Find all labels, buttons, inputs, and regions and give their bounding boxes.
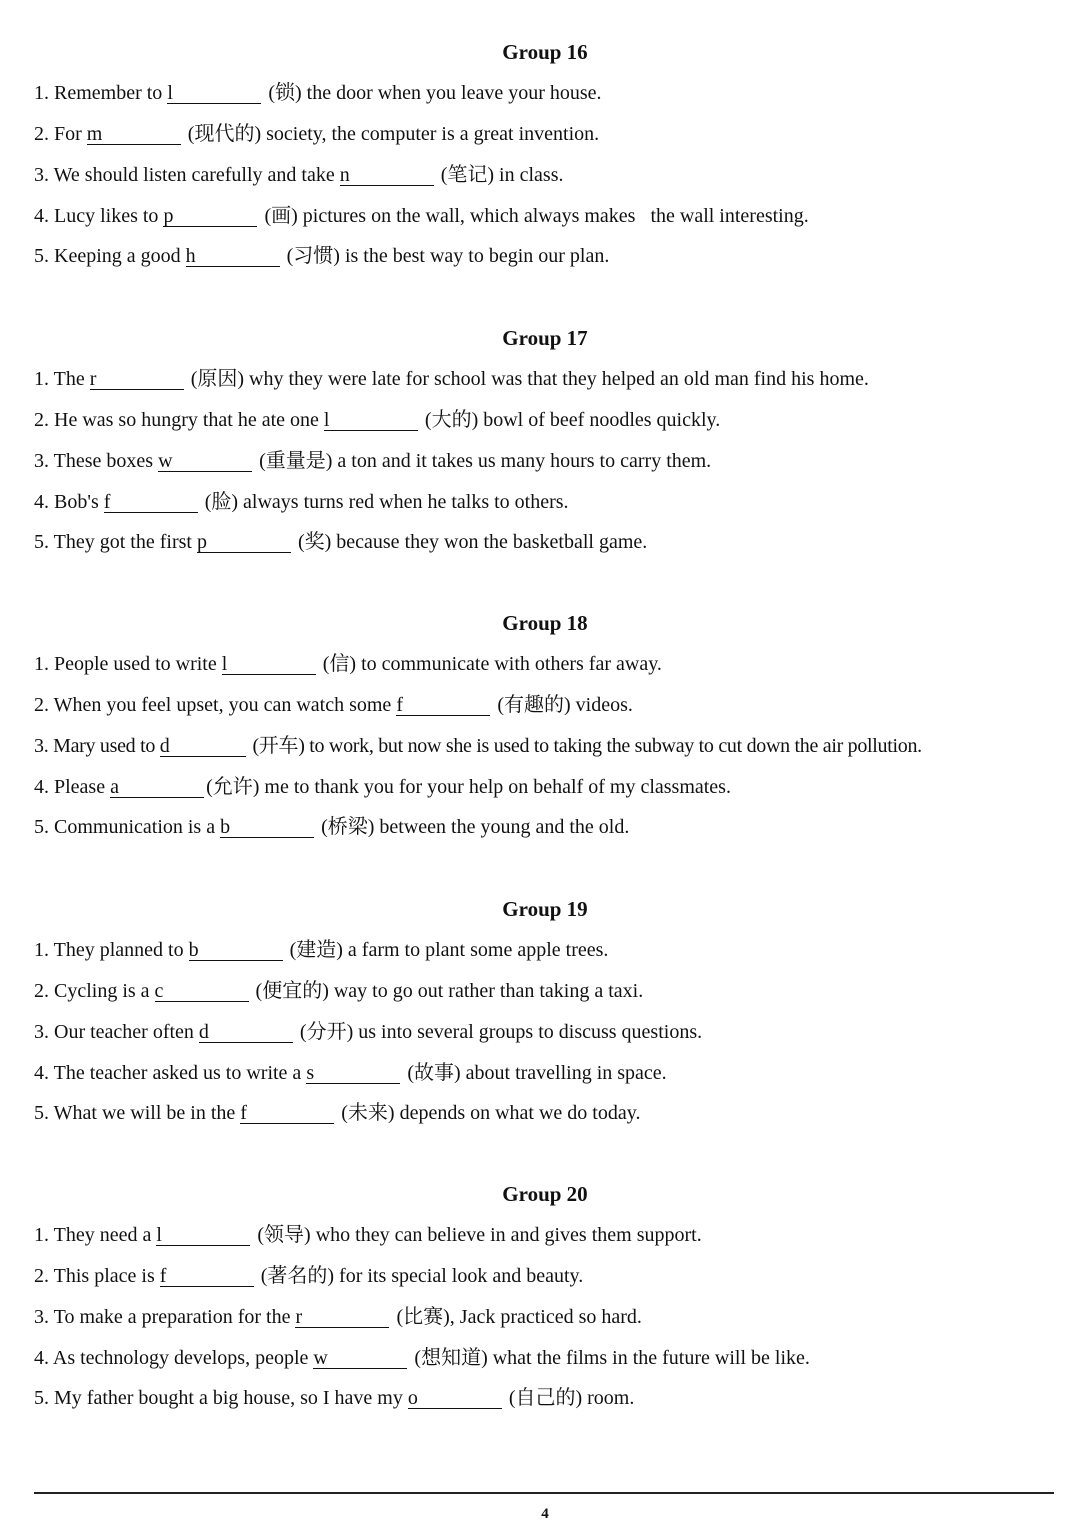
hint-letter: b <box>188 939 199 961</box>
item-text: 5. They got the first <box>34 531 197 553</box>
exercise-item <box>34 814 629 840</box>
exercise-item <box>34 978 643 1004</box>
answer-blank[interactable] <box>396 695 490 716</box>
answer-blank[interactable] <box>189 940 283 961</box>
answer-blank[interactable] <box>408 1388 502 1409</box>
item-text: (习惯) is the best way to begin our plan. <box>281 245 610 267</box>
item-text: 2. He was so hungry that he ate one <box>34 409 324 431</box>
item-text: 3. Mary used to <box>34 735 160 757</box>
item-text: (原因) why they were late for school was that they helped an old man find his home. <box>185 368 869 390</box>
hint-letter: d <box>159 735 170 757</box>
answer-blank[interactable] <box>340 165 434 186</box>
hint-letter: r <box>295 1306 303 1328</box>
answer-blank[interactable] <box>160 1266 254 1287</box>
item-text: (未来) depends on what we do today. <box>336 1102 641 1124</box>
answer-blank[interactable] <box>155 981 249 1002</box>
item-text: 4. Lucy likes to <box>34 205 164 227</box>
item-text: (开车) to work, but now she is used to taking the subway to cut down the air pollution. <box>247 735 922 757</box>
group-title: Group 19 <box>502 897 588 921</box>
exercise-item <box>34 1263 583 1289</box>
exercise-item <box>34 121 599 147</box>
item-text: (大的) bowl of beef noodles quickly. <box>419 409 721 431</box>
exercise-item <box>34 162 563 188</box>
hint-letter: o <box>407 1387 418 1409</box>
answer-blank[interactable] <box>87 124 181 145</box>
exercise-item <box>34 489 569 515</box>
item-text: 4. Please <box>34 776 111 798</box>
answer-blank[interactable] <box>167 83 261 104</box>
page-number: 4 <box>541 1506 549 1522</box>
exercise-item <box>34 407 720 433</box>
exercise-item <box>34 366 869 392</box>
hint-letter: w <box>313 1347 328 1369</box>
hint-letter: p <box>196 531 207 553</box>
exercise-item <box>34 448 711 474</box>
item-text: 3. To make a preparation for the <box>34 1306 296 1328</box>
item-text: 1. The <box>34 368 90 390</box>
item-text: (奖) because they won the basketball game. <box>292 531 648 553</box>
group-title: Group 17 <box>502 326 588 350</box>
item-text: (领导) who they can believe in and gives them support. <box>252 1224 702 1246</box>
exercise-item <box>34 243 609 269</box>
hint-letter: a <box>110 776 119 798</box>
item-text: (便宜的) way to go out rather than taking a taxi. <box>250 980 644 1002</box>
answer-blank[interactable] <box>220 817 314 838</box>
group-title: Group 16 <box>502 40 588 64</box>
hint-letter: l <box>323 409 330 431</box>
item-text: 5. Communication is a <box>34 816 221 838</box>
exercise-item <box>34 1385 634 1411</box>
hint-letter: m <box>86 123 103 145</box>
item-text: 4. As technology develops, people <box>34 1347 314 1369</box>
hint-letter: s <box>306 1062 315 1084</box>
item-text: (想知道) what the films in the future will be like. <box>409 1347 810 1369</box>
answer-blank[interactable] <box>306 1063 400 1084</box>
exercise-item <box>34 733 922 759</box>
item-text: 4. Bob's <box>34 491 104 513</box>
item-text: (笔记) in class. <box>435 164 564 186</box>
item-text: 3. Our teacher often <box>34 1021 199 1043</box>
hint-letter: f <box>396 694 403 716</box>
exercise-item <box>34 1060 667 1086</box>
answer-blank[interactable] <box>110 777 204 798</box>
item-text: (分开) us into several groups to discuss questions. <box>294 1021 703 1043</box>
answer-blank[interactable] <box>240 1103 334 1124</box>
item-text: (画) pictures on the wall, which always makes the wall interesting. <box>259 205 809 227</box>
item-text: 4. The teacher asked us to write a <box>34 1062 307 1084</box>
answer-blank[interactable] <box>295 1307 389 1328</box>
item-text: (故事) about travelling in space. <box>402 1062 667 1084</box>
hint-letter: r <box>89 368 97 390</box>
item-text: (脸) always turns red when he talks to others. <box>199 491 569 513</box>
exercise-item <box>34 1222 702 1248</box>
exercise-item <box>34 529 647 555</box>
answer-blank[interactable] <box>199 1022 293 1043</box>
item-text: (允许) me to thank you for your help on behalf of my classmates. <box>206 776 731 798</box>
hint-letter: l <box>221 653 228 675</box>
exercise-item <box>34 203 809 229</box>
item-text: 3. We should listen carefully and take <box>34 164 340 186</box>
item-text: 3. These boxes <box>34 450 159 472</box>
answer-blank[interactable] <box>160 736 246 757</box>
exercise-item <box>34 1304 642 1330</box>
hint-letter: l <box>156 1224 162 1246</box>
exercise-item <box>34 937 608 963</box>
item-text: (锁) the door when you leave your house. <box>263 82 602 104</box>
exercise-item <box>34 80 602 106</box>
item-text: 5. Keeping a good <box>34 245 186 267</box>
exercise-item <box>34 774 731 800</box>
hint-letter: f <box>103 491 111 513</box>
exercise-item <box>34 651 662 677</box>
item-text: (有趣的) videos. <box>492 694 633 716</box>
item-text: (现代的) society, the computer is a great invention. <box>182 123 600 145</box>
answer-blank[interactable] <box>90 369 184 390</box>
item-text: 5. What we will be in the <box>34 1102 241 1124</box>
exercise-item <box>34 1100 640 1126</box>
exercise-item <box>34 1345 810 1371</box>
item-text: (信) to communicate with others far away. <box>317 653 662 675</box>
item-text: 2. This place is <box>34 1265 160 1287</box>
answer-blank[interactable] <box>163 206 257 227</box>
answer-blank[interactable] <box>222 654 316 675</box>
item-text: 1. They planned to <box>34 939 189 961</box>
item-text: (著名的) for its special look and beauty. <box>255 1265 584 1287</box>
item-text: (建造) a farm to plant some apple trees. <box>284 939 609 961</box>
group-title: Group 18 <box>502 611 588 635</box>
hint-letter: h <box>185 245 196 267</box>
answer-blank[interactable] <box>158 451 252 472</box>
item-text: (重量是) a ton and it takes us many hours to carry them. <box>254 450 712 472</box>
hint-letter: p <box>163 205 174 227</box>
hint-letter: l <box>167 82 173 104</box>
answer-blank[interactable] <box>313 1348 407 1369</box>
item-text: 1. People used to write <box>34 653 222 675</box>
hint-letter: f <box>159 1265 167 1287</box>
hint-letter: b <box>220 816 231 838</box>
exercise-item <box>34 1019 702 1045</box>
answer-blank[interactable] <box>186 246 280 267</box>
group-title: Group 20 <box>502 1182 588 1206</box>
hint-letter: d <box>198 1021 209 1043</box>
hint-letter: f <box>240 1102 247 1124</box>
answer-blank[interactable] <box>156 1225 250 1246</box>
exercise-item <box>34 692 633 718</box>
item-text: 2. Cycling is a <box>34 980 155 1002</box>
hint-letter: n <box>339 164 350 186</box>
item-text: (比赛), Jack practiced so hard. <box>391 1306 642 1328</box>
item-text: 2. When you feel upset, you can watch some <box>34 694 397 716</box>
answer-blank[interactable] <box>324 410 418 431</box>
item-text: 5. My father bought a big house, so I have my <box>34 1387 408 1409</box>
item-text: 1. They need a <box>34 1224 157 1246</box>
item-text: (自己的) room. <box>503 1387 635 1409</box>
hint-letter: w <box>158 450 173 472</box>
hint-letter: c <box>154 980 164 1002</box>
item-text: (桥梁) between the young and the old. <box>316 816 630 838</box>
item-text: 1. Remember to <box>34 82 168 104</box>
answer-blank[interactable] <box>197 532 291 553</box>
footer-divider <box>34 1492 1054 1494</box>
answer-blank[interactable] <box>104 492 198 513</box>
item-text: 2. For <box>34 123 87 145</box>
